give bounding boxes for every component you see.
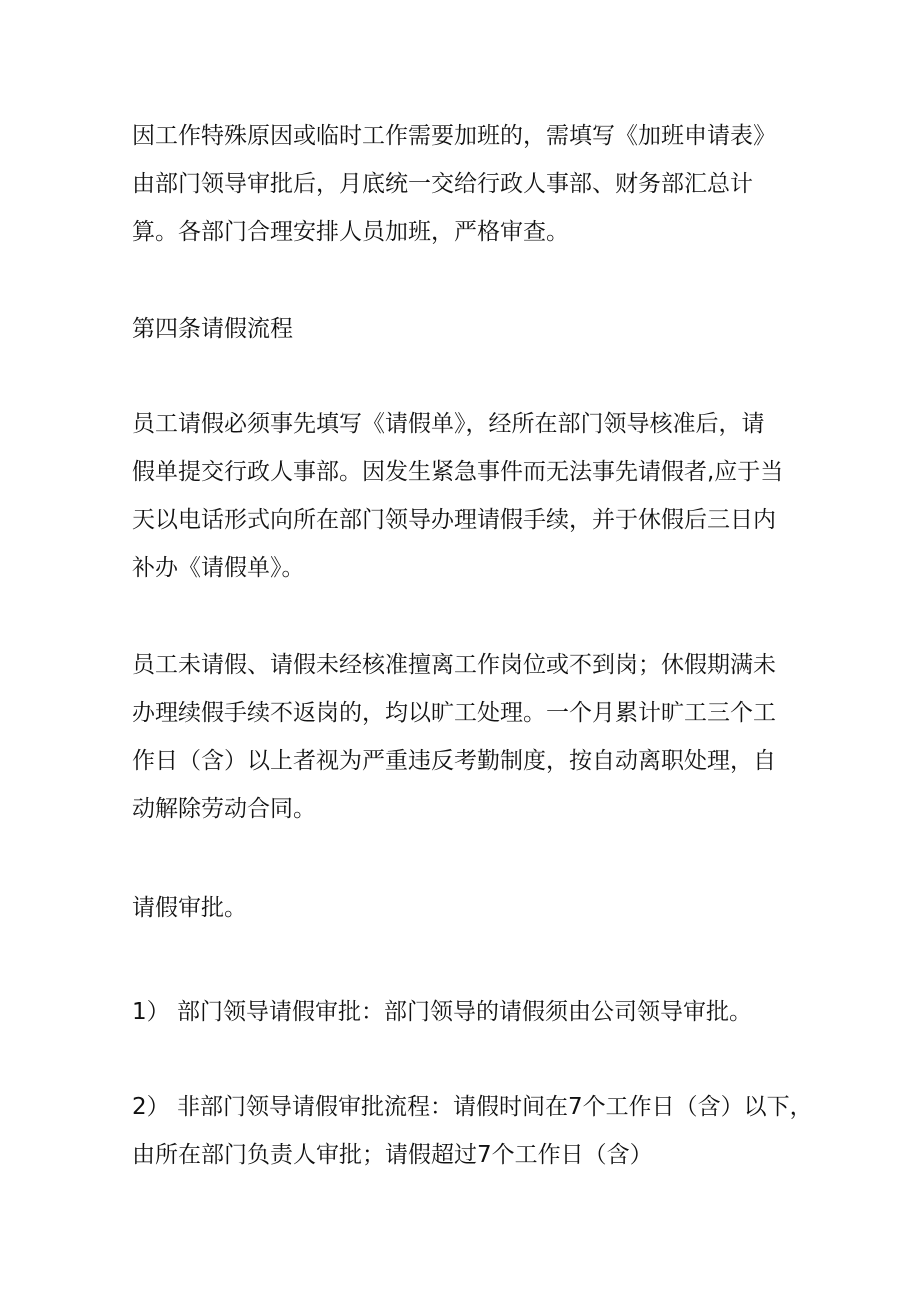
section-heading [132,305,812,353]
text-line: 动解除劳动合同。 [132,796,316,822]
text-line: 办理续假手续不返岗的，均以旷工处理。一个月累计旷工三个工 [132,700,776,726]
text-line: 因工作特殊原因或临时工作需要加班的，需填写《加班申请表》 [132,123,776,149]
text-line: 假单提交行政人事部。因发生紧急事件而无法事先请假者,应于当 [132,459,784,485]
text-line: 由部门领导审批后，月底统一交给行政人事部、财务部汇总计 [132,171,753,197]
list-item-1 [132,988,812,1036]
paragraph-absence [132,641,812,833]
text-line: 员工未请假、请假未经核准擅离工作岗位或不到岗；休假期满未 [132,652,776,678]
text-line: 请假审批。 [132,895,247,921]
list-item-2 [132,1083,812,1179]
text-line: 由所在部门负责人审批；请假超过7个工作日（含） [132,1142,653,1168]
paragraph-leave-request [132,400,812,592]
text-line: 1） 部门领导请假审批：部门领导的请假须由公司领导审批。 [132,999,752,1025]
text-line: 2） 非部门领导请假审批流程：请假时间在7个工作日（含）以下， [132,1094,813,1120]
text-line: 补办《请假单》。 [132,555,305,581]
text-line: 天以电话形式向所在部门领导办理请假手续，并于休假后三日内 [132,507,776,533]
paragraph-overtime [132,112,812,256]
text-line: 员工请假必须事先填写《请假单》，经所在部门领导核准后，请 [132,411,765,437]
heading-text: 第四条请假流程 [132,316,293,342]
paragraph-approval-heading [132,884,812,932]
text-line: 作日（含）以上者视为严重违反考勤制度，按自动离职处理，自 [132,748,776,774]
text-line: 算。各部门合理安排人员加班，严格审查。 [132,219,569,245]
